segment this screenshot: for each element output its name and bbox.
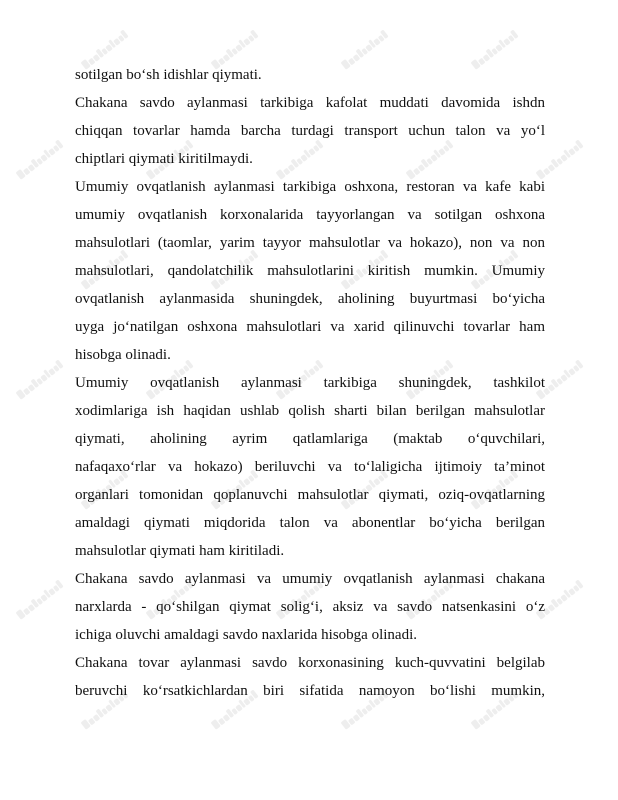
body-text (75, 61, 545, 705)
paragraph (75, 565, 545, 649)
text-line: Chakana tovar aylanmasi savdo korxonasining kuch-quvvatini belgilab (75, 655, 545, 671)
text-line: mahsulotlari (taomlar, yarim tayyor mahsulotlar va hokazo), non va non (75, 235, 545, 251)
text-line: amaldagi qiymati miqdorida talon va abonentlar bo‘yicha berilgan (75, 515, 545, 531)
text-line: Umumiy ovqatlanish aylanmasi tarkibiga shuningdek, tashkilot (75, 375, 545, 391)
watermark-mark (16, 579, 64, 619)
text-line: beruvchi ko‘rsatkichlardan biri sifatida namoyon bo‘lishi mumkin, (75, 683, 545, 699)
text-line: narxlarda - qo‘shilgan qiymat solig‘i, aksiz va savdo natsenkasini o‘z (75, 599, 545, 615)
text-line: hisobga olinadi. (75, 347, 171, 363)
paragraph (75, 369, 545, 565)
text-line: ichiga oluvchi amaldagi savdo naxlarida hisobga olinadi. (75, 627, 417, 643)
text-line: uyga jo‘natilgan oshxona mahsulotlari va xarid qilinuvchi tovarlar ham (75, 319, 545, 335)
text-line: sotilgan bo‘sh idishlar qiymati. (75, 67, 262, 83)
text-line: chiptlari qiymati kiritilmaydi. (75, 151, 253, 167)
text-line: qiymati, aholining ayrim qatlamlariga (maktab o‘quvchilari, (75, 431, 545, 447)
text-line: Chakana savdo aylanmasi tarkibiga kafolat muddati davomida ishdn (75, 95, 545, 111)
paragraph (75, 173, 545, 369)
watermark-mark (16, 359, 64, 399)
text-line: Chakana savdo aylanmasi va umumiy ovqatlanish aylanmasi chakana (75, 571, 545, 587)
text-line: mahsulotlari, qandolatchilik mahsulotlarini kiritish mumkin. Umumiy (75, 263, 545, 279)
text-line: organlari tomonidan qoplanuvchi mahsulotlar qiymati, oziq-ovqatlarning (75, 487, 545, 503)
text-line: umumiy ovqatlanish korxonalarida tayyorlangan va sotilgan oshxona (75, 207, 545, 223)
watermark-mark (16, 139, 64, 179)
text-line: nafaqaxo‘rlar va hokazo) beriluvchi va to‘laligicha ijtimoiy ta’minot (75, 459, 545, 475)
text-line: mahsulotlar qiymati ham kiritiladi. (75, 543, 285, 559)
paragraph (75, 89, 545, 173)
text-line: xodimlariga ish haqidan ushlab qolish sharti bilan berilgan mahsulotlar (75, 403, 545, 419)
paragraph (75, 61, 545, 89)
text-line: Umumiy ovqatlanish aylanmasi tarkibiga oshxona, restoran va kafe kabi (75, 179, 545, 195)
text-line: chiqqan tovarlar hamda barcha turdagi transport uchun talon va yo‘l (75, 123, 545, 139)
paragraph (75, 649, 545, 705)
text-line: ovqatlanish aylanmasida shuningdek, aholining buyurtmasi bo‘yicha (75, 291, 545, 307)
